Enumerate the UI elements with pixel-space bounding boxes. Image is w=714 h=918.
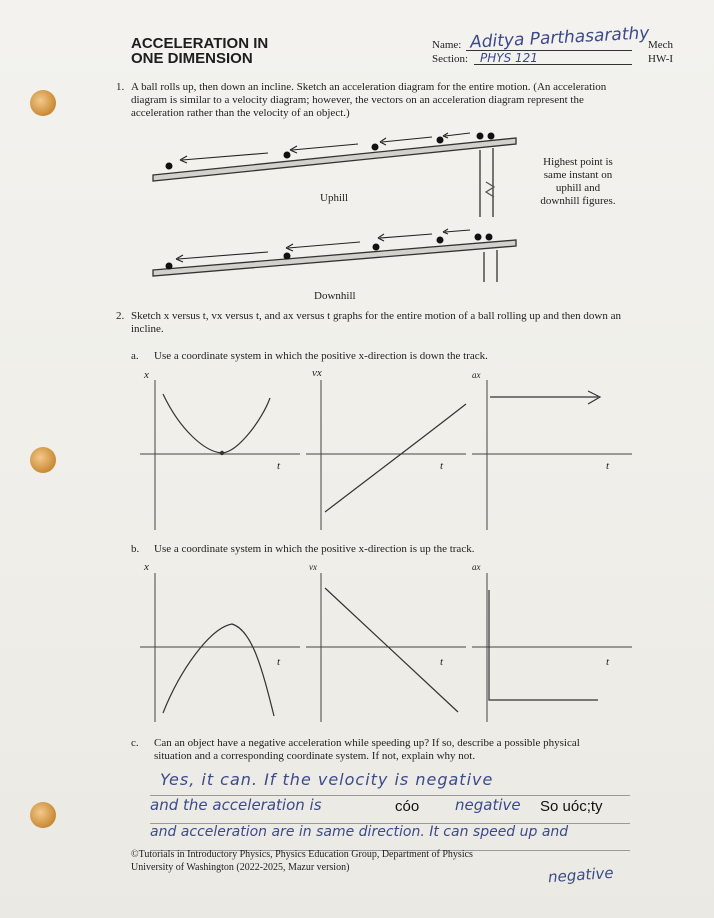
section-value: PHYS 121 [480, 51, 538, 65]
uphill-label: Uphill [320, 192, 349, 204]
highest-point-note: Highest point is same instant on uphill and downhill figures. [540, 156, 616, 207]
handwritten-answer-line4: negative [547, 863, 615, 887]
axis-label-t: t [606, 460, 610, 472]
worksheet-title-line2: ONE DIMENSION [131, 50, 253, 67]
student-name: Aditya Parthasarathy [469, 23, 650, 53]
handwritten-answer-line3: and acceleration are in same direction. It can speed up and [150, 824, 569, 840]
typed-correction: So uóc;ty [540, 798, 603, 815]
section-label: Section: [432, 53, 469, 65]
part-a-label: a. [131, 350, 139, 362]
axis-label-t: t [440, 460, 444, 472]
axis-label-v: vx [312, 367, 322, 379]
axis-label-t: t [606, 656, 610, 668]
footer-institution: University of Washington (2022-2025, Mazur version) [131, 862, 350, 873]
axis-label-a: ax [472, 370, 481, 380]
axis-label-x: x [144, 369, 149, 381]
handwritten-answer-line2: and the acceleration is [150, 796, 322, 814]
footer-copyright: ©Tutorials in Introductory Physics, Physics Education Group, Department of Physics [131, 849, 473, 860]
axis-label-t: t [277, 656, 281, 668]
axis-label-x: x [144, 561, 149, 573]
part-b-label: b. [131, 543, 140, 555]
name-label: Name: [432, 39, 462, 51]
axis-label-t: t [277, 460, 281, 472]
course-name: Mech [648, 39, 674, 51]
axis-label-v: vx [309, 562, 317, 572]
question-number: 1. [116, 81, 125, 93]
part-c-label: c. [131, 737, 139, 749]
course-code: HW-I [648, 53, 674, 65]
worksheet-title-line1: ACCELERATION IN [131, 35, 269, 52]
typed-correction: cóo [395, 798, 420, 815]
part-b-text: Use a coordinate system in which the positive x-direction is up the track. [154, 543, 475, 555]
question-number: 2. [116, 310, 125, 322]
part-a-text: Use a coordinate system in which the positive x-direction is down the track. [154, 350, 488, 362]
question-1-text: A ball rolls up, then down an incline. Sketch an acceleration diagram for the entire motion. (An acceleration diagram is similar to a velocity diagram; however, the vectors on an acceleration diagram represent the acceleration rather than the velocity of an object.) [131, 81, 607, 119]
handwritten-answer-negative: negative [455, 796, 521, 814]
axis-label-a: ax [472, 562, 481, 572]
part-c-question: Can an object have a negative acceleration while speeding up? If so, describe a possible physical situation and a corresponding coordinate system. If not, explain why not. [154, 737, 580, 762]
downhill-label: Downhill [314, 290, 356, 302]
axis-label-t: t [440, 656, 444, 668]
handwritten-answer-line1: Yes, it can. If the velocity is negative [160, 770, 494, 789]
question-2-text: Sketch x versus t, vx versus t, and ax versus t graphs for the entire motion of a ball rolling up and then down an incline. [131, 310, 622, 335]
